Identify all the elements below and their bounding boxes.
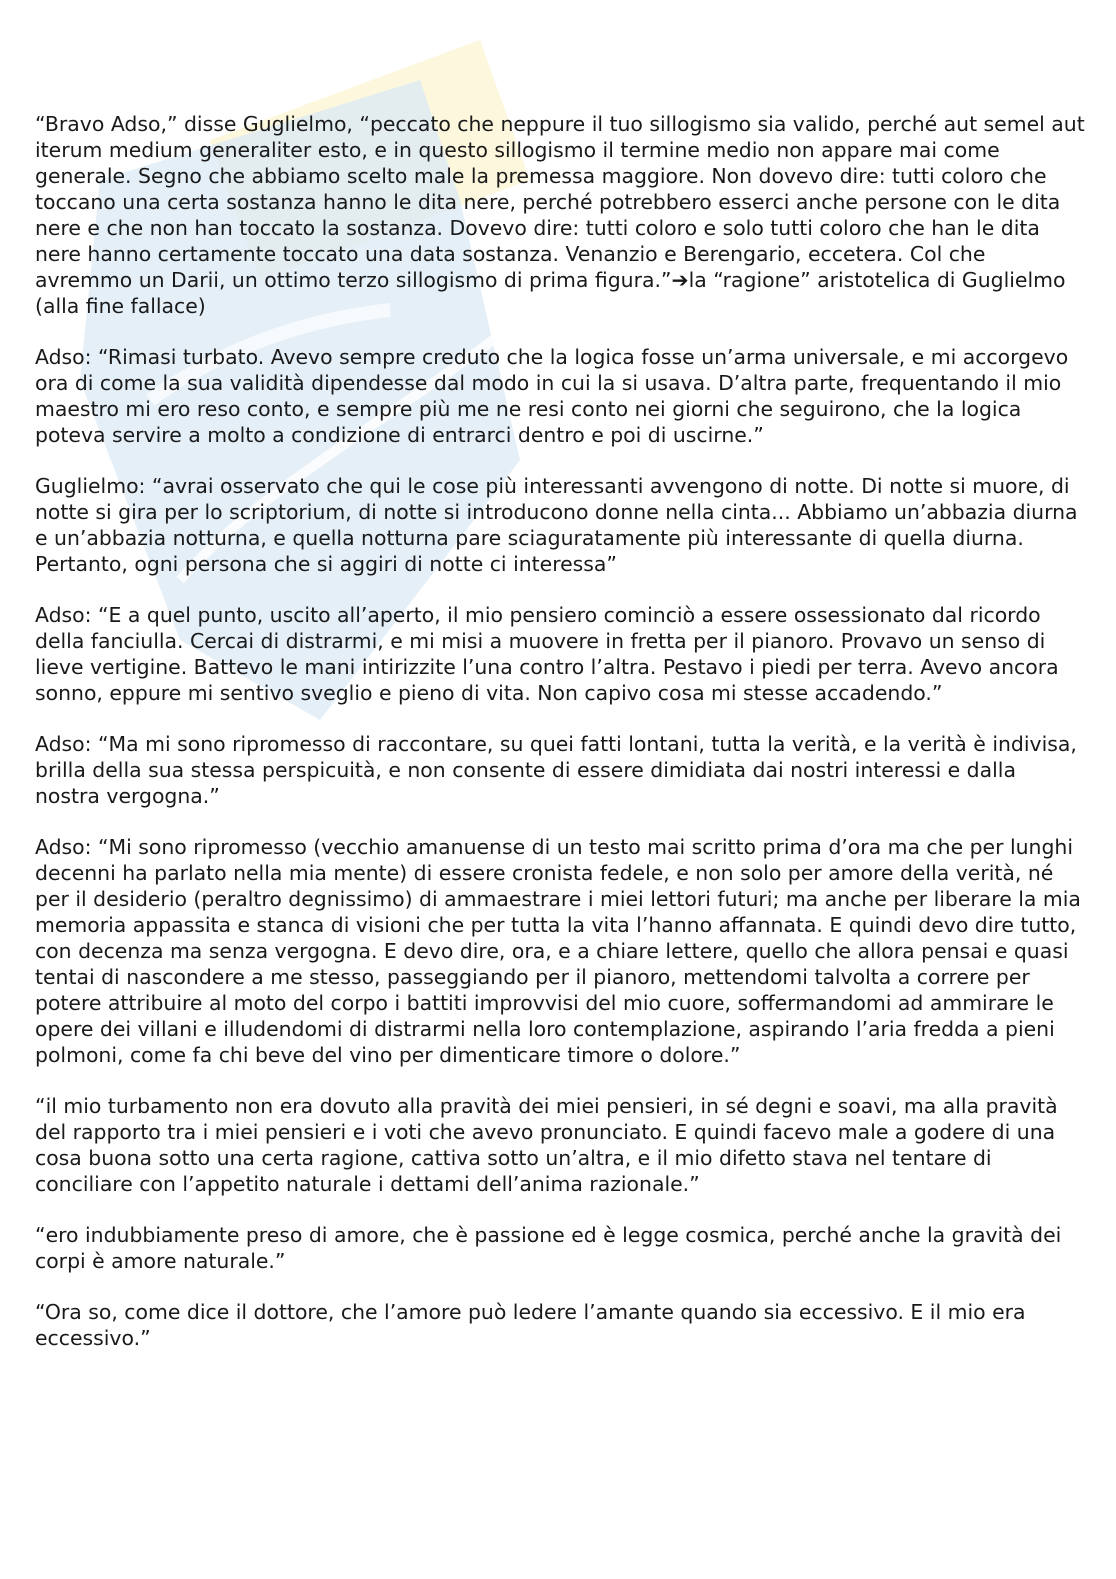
paragraph-guglielmo-notte: Guglielmo: “avrai osservato che qui le cose più interessanti avvengono di notte. Di notte si muore, di notte si gira per lo scriptorium, di notte si introducono donne nella cinta... Abbiamo un’abbazia diurna e un’abbazia notturna, e quella notturna pare sciaguratamente più interessante di quella diurna. Pertanto, ogni persona che si aggiri di notte ci interessa” (35, 474, 1078, 576)
paragraph-adso-turbato: Adso: “Rimasi turbato. Avevo sempre creduto che la logica fosse un’arma universale, e mi accorgevo ora di come la sua validità dipendesse dal modo in cui la si usava. D’altra parte, frequentando il mio maestro mi ero reso conto, e sempre più me ne resi conto nei giorni che seguirono, che la logica poteva servire a molto a condizione di entrarci dentro e poi di uscirne.” (35, 345, 1069, 447)
paragraph-amore-cosmico: “ero indubbiamente preso di amore, che è passione ed è legge cosmica, perché anche la gravità dei corpi è amore naturale.” (35, 1223, 1062, 1273)
paragraph-amore-eccessivo: “Ora so, come dice il dottore, che l’amore può ledere l’amante quando sia eccessivo. E il mio era eccessivo.” (35, 1300, 1026, 1350)
paragraph-adso-cronista: Adso: “Mi sono ripromesso (vecchio amanuense di un testo mai scritto prima d’ora ma che per lunghi decenni ha parlato nella mia mente) di essere cronista fedele, e non solo per amore della verità, né per il desiderio (peraltro degnissimo) di ammaestrare i miei lettori futuri; ma anche per liberare la mia memoria appassita e stanca di visioni che per tutta la vita l’hanno affannata. E quindi devo dire tutto, con decenza ma senza vergogna. E devo dire, ora, e a chiare lettere, quello che allora pensai e quasi tentai di nascondere a me stesso, passeggiando per il pianoro, mettendomi talvolta a correre per potere attribuire al moto del corpo i battiti improvvisi del mio cuore, soffermandomi ad ammirare le opere dei villani e illudendomi di distrarmi nella loro contemplazione, aspirando l’aria fredda a pieni polmoni, come fa chi beve del vino per dimenticare timore o dolore.” (35, 835, 1081, 1067)
paragraph-adso-verita: Adso: “Ma mi sono ripromesso di raccontare, su quei fatti lontani, tutta la verità, e la verità è indivisa, brilla della sua stessa perspicuità, e non consente di essere dimidiata dai nostri interessi e dalla nostra vergogna.” (35, 732, 1077, 808)
paragraph-turbamento: “il mio turbamento non era dovuto alla pravità dei miei pensieri, in sé degni e soavi, ma alla pravità del rapporto tra i miei pensieri e i voti che avevo pronunciato. E quindi facevo male a godere di una cosa buona sotto una certa ragione, cattiva sotto un’altra, e il mio difetto stava nel tentare di conciliare con l’appetito naturale i dettami dell’anima razionale.” (35, 1094, 1058, 1196)
paragraph-adso-fanciulla: Adso: “E a quel punto, uscito all’aperto, il mio pensiero cominciò a essere ossessionato dal ricordo della fanciulla. Cercai di distrarmi, e mi misi a muovere in fretta per il pianoro. Provavo un senso di lieve vertigine. Battevo le mani intirizzite l’una contro l’altra. Pestavo i piedi per terra. Avevo ancora sonno, eppure mi sentivo sveglio e pieno di vita. Non capivo cosa mi stesse accadendo.” (35, 603, 1059, 705)
paragraph-guglielmo-sillogismo: “Bravo Adso,” disse Guglielmo, “peccato che neppure il tuo sillogismo sia valido, perché aut semel aut iterum medium generaliter esto, e in questo sillogismo il termine medio non appare mai come generale. Segno che abbiamo scelto male la premessa maggiore. Non dovevo dire: tutti coloro che toccano una certa sostanza hanno le dita nere, perché potrebbero esserci anche persone con le dita nere e che non han toccato la sostanza. Dovevo dire: tutti coloro e solo tutti coloro che han le dita nere hanno certamente toccato una data sostanza. Venanzio e Berengario, eccetera. Col che avremmo un Darii, un ottimo terzo sillogismo di prima figura.”➔la “ragione” aristotelica di Guglielmo (alla fine fallace) (35, 112, 1085, 318)
document-body (35, 111, 1085, 1376)
